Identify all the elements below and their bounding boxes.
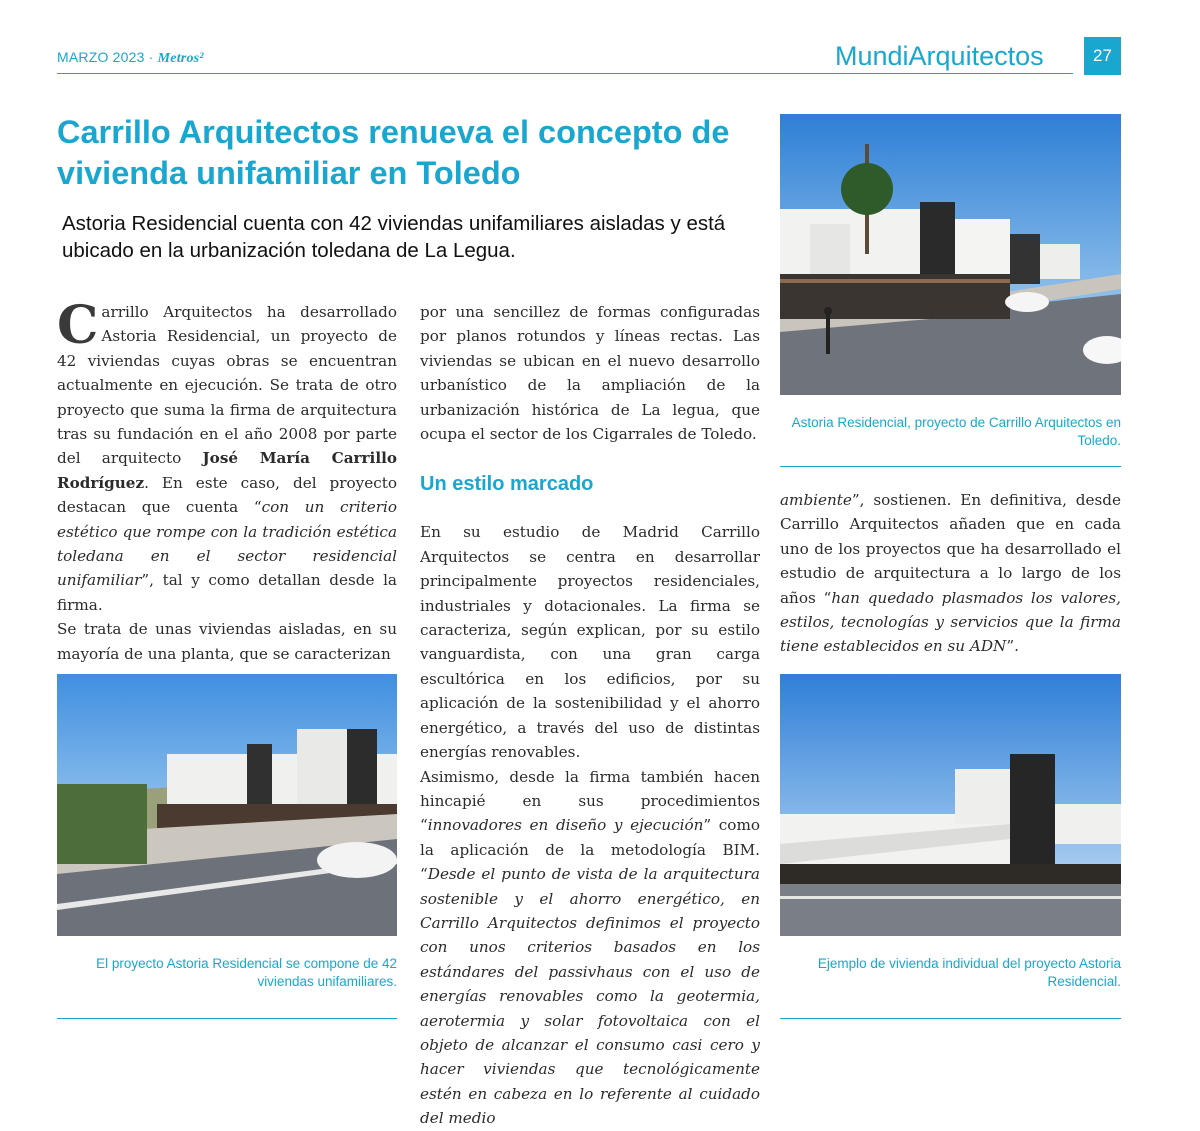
article-subtitle: Astoria Residencial cuenta con 42 viviendas unifamiliares aisladas y está ubicado en la urbanización toledana de La Legua. [62, 212, 726, 262]
section-subheading: Un estilo marcado [420, 473, 594, 496]
issue-date-header [57, 49, 204, 67]
photo-caption: Astoria Residencial, proyecto de Carrillo Arquitectos en Toledo. [791, 415, 1121, 448]
text-run: . En este caso, del proyecto destacan que cuenta “ [57, 473, 397, 517]
section-name: MundiArquitectos [835, 41, 1044, 71]
architect-name: José María Carrillo Rodríguez [57, 449, 397, 492]
text-run: ”, tal y como detallan desde la firma. [57, 571, 397, 614]
paragraph [780, 488, 1121, 659]
paragraph: Se trata de unas viviendas aisladas, en su mayoría de una planta, que se caracterizan [57, 620, 397, 663]
quote: han quedado plasmados los valores, estilos, tecnologías y servicios que la firma tiene establecidos en su ADN [780, 588, 1121, 656]
text-run: ”, sostienen. En definitiva, desde Carrillo Arquitectos añaden que en cada uno de los proyectos que ha desarrollado el estudio de arquitectura a lo largo de los años “ [780, 491, 1121, 607]
quote: con un criterio estético que rompe con la tradición estética toledana en el sector residencial unifamiliar [57, 498, 397, 590]
magazine-name: Metros² [157, 51, 204, 66]
issue-date: MARZO 2023 · [57, 49, 154, 65]
drop-cap: C [57, 295, 99, 356]
photo-caption: El proyecto Astoria Residencial se compone de 42 viviendas unifamiliares. [96, 956, 397, 989]
paragraph: En su estudio de Madrid Carrillo Arquitectos se centra en desarrollar principalmente proyectos residenciales, industriales y dotacionales. La firma se caracteriza, según explican, por su estilo vanguardista, con una gran carga escultórica en los edificios, por su aplicación de la sostenibilidad y el ahorro energético, a través del uso de distintas energías renovables. [420, 523, 760, 762]
quote: innovadores en diseño y ejecución [427, 816, 704, 835]
caption-divider [57, 1018, 397, 1019]
photo-caption: Ejemplo de vivienda individual del proyecto Astoria Residencial. [817, 956, 1121, 989]
text-run: arrillo Arquitectos ha desarrollado Astoria Residencial, un proyecto de 42 viviendas cuyas obras se encuentran actualmente en ejecución. Se trata de otro proyecto que suma la firma de arquitectura tras su fundación en el año 2008 por parte del arquitecto [57, 303, 397, 468]
text-run: ” como la aplicación de la metodología BIM. “ [420, 816, 760, 884]
photo-residential-street [57, 674, 397, 936]
article-title: Carrillo Arquitectos renueva el concepto de vivienda unifamiliar en Toledo [57, 114, 730, 191]
photo-single-house [780, 674, 1121, 936]
caption-divider [780, 1018, 1121, 1019]
article-column-3 [780, 488, 1121, 659]
quote: ambiente [780, 491, 852, 509]
paragraph [57, 295, 397, 617]
caption-divider [780, 466, 1121, 467]
header-divider [57, 73, 1073, 74]
article-column-2 [420, 300, 760, 1131]
paragraph [420, 765, 760, 1131]
article-column-1 [57, 295, 397, 666]
paragraph: por una sencillez de formas configuradas por planos rotundos y líneas rectas. Las viviendas se ubican en el nuevo desarrollo urbanístico de la ampliación de la urbanización histórica de La legua, que ocupa el sector de los Cigarrales de Toledo. [420, 303, 760, 444]
quote: Desde el punto de vista de la arquitectura sostenible y el ahorro energético, en Carrillo Arquitectos definimos el proyecto con unos criterios basados en los estándares del passivhaus con el uso de energías renovables como la geotermia, aerotermia y solar fotovoltaica con el objeto de alcanzar el consumo casi cero y hacer viviendas que tecnológicamente estén en cabeza en lo referente al cuidado del medio [420, 865, 760, 1128]
text-run: Asimismo, desde la firma también hacen hincapié en sus procedimientos “ [420, 767, 760, 835]
page-number: 27 [1084, 37, 1121, 75]
text-run: ”. [1006, 637, 1019, 656]
photo-street-view [780, 114, 1121, 395]
